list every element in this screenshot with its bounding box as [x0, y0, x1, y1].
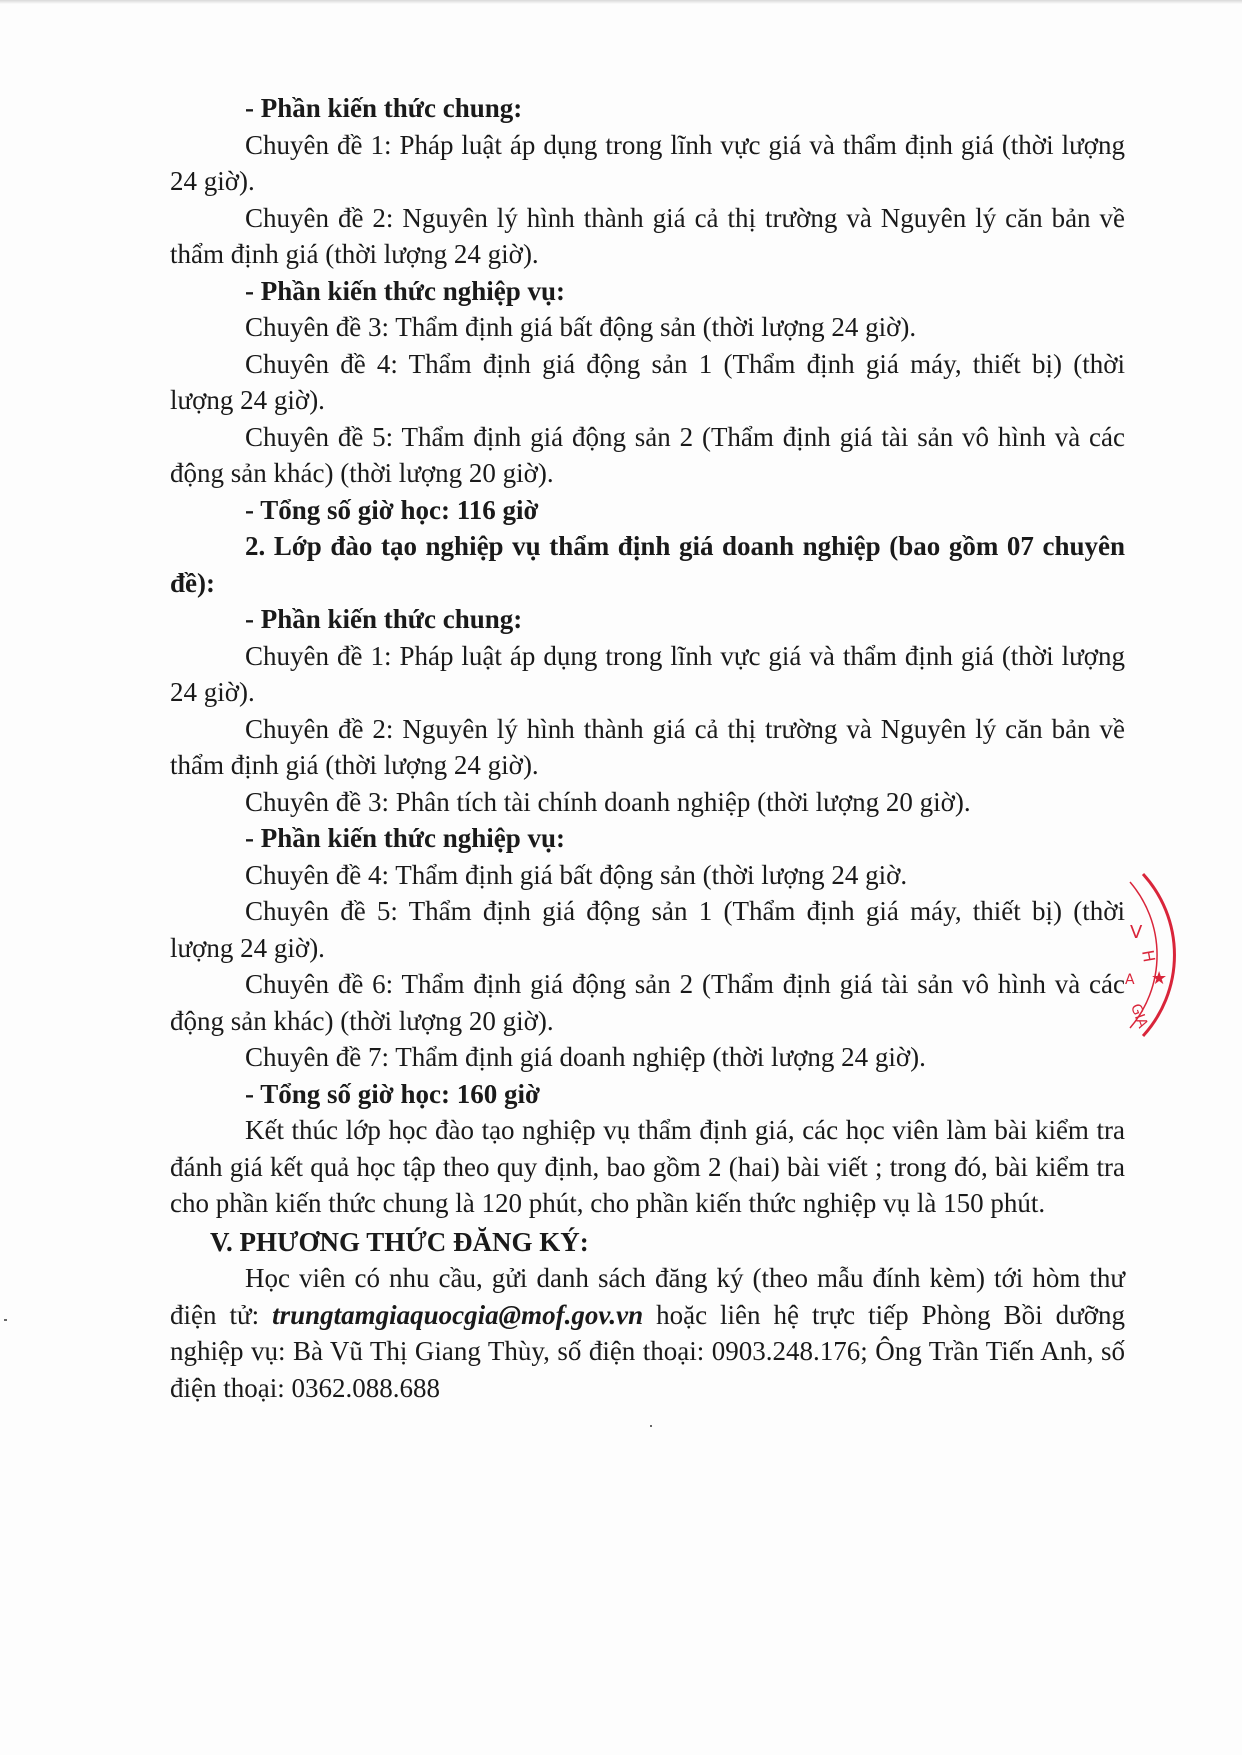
- topic-1: Chuyên đề 1: Pháp luật áp dụng trong lĩnh vực giá và thẩm định giá (thời lượng 24 giờ).: [170, 640, 1125, 707]
- seal-icon: [1125, 860, 1242, 1060]
- general-knowledge-heading: - Phần kiến thức chung:: [245, 604, 523, 634]
- topic-4: Chuyên đề 4: Thẩm định giá bất động sản (thời lượng 24 giờ.: [245, 859, 908, 890]
- scan-speck: [650, 1425, 652, 1427]
- topic-3: Chuyên đề 3: Phân tích tài chính doanh nghiệp (thời lượng 20 giờ).: [245, 786, 971, 817]
- topic-6: Chuyên đề 6: Thẩm định giá động sản 2 (Thẩm định giá tài sản vô hình và các động sản khác) (thời lượng 20 giờ).: [170, 969, 1125, 1036]
- topic-4: Chuyên đề 4: Thẩm định giá động sản 1 (Thẩm định giá máy, thiết bị) (thời lượng 24 giờ).: [170, 348, 1125, 415]
- total-hours: - Tổng số giờ học: 160 giờ: [245, 1078, 540, 1109]
- seal-letter: H: [1138, 948, 1159, 964]
- document-body: [170, 90, 1125, 1406]
- scan-speck: [4, 1319, 7, 1321]
- registration-text: Học viên có nhu cầu, gửi danh sách đăng ký (theo mẫu đính kèm) tới hòm thư điện tử:: [170, 1263, 1125, 1330]
- topic-1: Chuyên đề 1: Pháp luật áp dụng trong lĩnh vực giá và thẩm định giá (thời lượng 24 giờ).: [170, 129, 1125, 196]
- scan-edge: [0, 0, 1242, 4]
- topic-2: Chuyên đề 2: Nguyên lý hình thành giá cả thị trường và Nguyên lý căn bản về thẩm định giá (thời lượng 24 giờ).: [170, 202, 1125, 269]
- topic-2: Chuyên đề 2: Nguyên lý hình thành giá cả thị trường và Nguyên lý căn bản về thẩm định giá (thời lượng 24 giờ).: [170, 713, 1125, 780]
- seal-letter: A: [1125, 972, 1135, 988]
- topic-5: Chuyên đề 5: Thẩm định giá động sản 2 (Thẩm định giá tài sản vô hình và các động sản khác) (thời lượng 20 giờ).: [170, 421, 1125, 488]
- seal-star: ★: [1151, 968, 1168, 989]
- topic-7: Chuyên đề 7: Thẩm định giá doanh nghiệp (thời lượng 24 giờ).: [245, 1042, 926, 1072]
- professional-knowledge-heading: - Phần kiến thức nghiệp vụ:: [245, 275, 566, 306]
- professional-knowledge-heading: - Phần kiến thức nghiệp vụ:: [245, 823, 566, 853]
- topic-5: Chuyên đề 5: Thẩm định giá động sản 1 (Thẩm định giá máy, thiết bị) (thời lượng 24 giờ).: [170, 896, 1125, 963]
- registration-paragraph: [170, 1260, 1125, 1406]
- registration-contacts: hoặc liên hệ trực tiếp Phòng Bồi dưỡng nghiệp vụ: Bà Vũ Thị Giang Thùy, số điện thoại: 0903.248.176; Ông Trần Tiến Anh, số điện thoại: 0362.088.688: [170, 1299, 1125, 1403]
- email-link[interactable]: trungtamgiaquocgia@mof.gov.vn: [272, 1299, 644, 1330]
- seal-letter: V: [1130, 922, 1143, 943]
- topic-3: Chuyên đề 3: Thẩm định giá bất động sản (thời lượng 24 giờ).: [245, 312, 917, 342]
- official-seal: [1125, 860, 1242, 1060]
- conclusion-paragraph: Kết thúc lớp học đào tạo nghiệp vụ thẩm định giá, các học viên làm bài kiểm tra đánh giá kết quả học tập theo quy định, bao gồm 2 (hai) bài viết ; trong đó, bài kiểm tra cho phần kiến thức chung là 120 phút, cho phần kiến thức nghiệp vụ là 150 phút.: [170, 1115, 1125, 1218]
- total-hours: - Tổng số giờ học: 116 giờ: [245, 494, 539, 525]
- seal-letter: GIA: [1127, 1001, 1151, 1031]
- general-knowledge-heading: - Phần kiến thức chung:: [245, 93, 523, 123]
- class-2-title: 2. Lớp đào tạo nghiệp vụ thẩm định giá doanh nghiệp (bao gồm 07 chuyên đề):: [170, 531, 1125, 598]
- section-v-heading: V. PHƯƠNG THỨC ĐĂNG KÝ:: [210, 1226, 589, 1257]
